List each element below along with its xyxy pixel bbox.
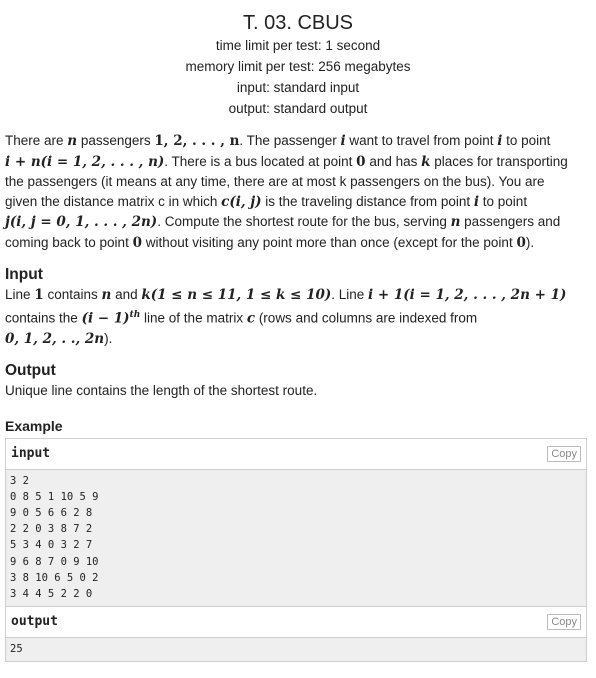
text: . There is a bus located at point [164,153,357,169]
text: coming back to point [5,234,133,250]
text: places for transporting [430,153,568,169]
output-header [6,606,586,638]
problem-statement [0,131,596,662]
input-label: input [11,445,51,461]
math: n [67,133,78,149]
math: i [473,193,480,210]
memory-limit: memory limit per test: 256 megabytes [185,59,411,74]
text: without visiting any point more than once (except for the point [141,234,517,250]
text: contains the [5,310,82,325]
text: passengers [77,133,155,148]
math: i + n(i = 1, 2, . . . , n) [5,153,165,170]
text: . Compute the shortest route for the bus, serving [157,214,451,229]
output-file: output: standard output [228,101,368,116]
text: to point [502,133,551,148]
math: n [101,287,112,303]
text: There are [5,133,68,148]
math: (i − 1) [81,310,130,326]
input-section-title: Input [5,266,43,283]
text: (rows and columns are indexed from [255,310,478,325]
copy-output-button[interactable]: Copy [547,614,581,630]
text: want to travel from point [345,133,498,148]
output-section-title: Output [5,362,56,379]
text: Line [5,287,35,302]
text: contains [43,287,102,302]
sample-output: 25 [6,638,586,661]
text: given the distance matrix c in which [5,193,222,209]
example-title: Example [5,417,63,434]
math: 0 [356,153,366,170]
text: line of the matrix [140,310,247,325]
text: . The passenger [239,133,341,148]
math: i [340,133,346,149]
math: c [246,310,256,326]
problem-header [0,11,596,119]
text: is the traveling distance from point [261,193,474,209]
input-specification [5,285,591,349]
text: the passengers (it means at any time, there are at most k passengers on the bus). You are [5,174,545,189]
legend [5,131,591,253]
math: c(i, j) [221,193,262,210]
math: k(1 ≤ n ≤ 11, 1 ≤ k ≤ 10) [141,287,332,303]
text: . Line [331,287,369,302]
math: 0 [132,234,142,251]
text: and has [365,153,422,169]
math: 1, 2, . . . , n [154,133,240,149]
text: ). [104,330,113,346]
output-specification: Unique line contains the length of the shortest route. [5,383,318,398]
output-label: output [11,614,58,630]
time-limit: time limit per test: 1 second [215,38,381,53]
example-box [5,438,587,663]
math: k [421,153,431,170]
math: i [497,133,503,149]
text: to point [479,193,528,209]
math: 0, 1, 2, . ., 2n [5,330,105,347]
text: passengers and [460,214,561,229]
math: th [129,309,141,320]
text: and [111,287,142,302]
math: n [450,214,461,230]
problem-title: T. 03. CBUS [242,12,354,34]
input-header [6,439,586,470]
input-file: input: standard input [236,80,360,95]
math: 0 [516,234,526,251]
math: 1 [34,287,44,303]
copy-input-button[interactable]: Copy [547,446,581,462]
sample-input: 3 2 0 8 5 1 10 5 9 9 0 5 6 6 2 8 2 2 0 3 8 7 2 5 3 4 0 3 2 7 9 6 8 7 0 9 10 3 8 10 6 5 0 2 3 4 4 5 2 2 0 [6,470,586,607]
math: j(i, j = 0, 1, . . . , 2n) [5,214,158,230]
math: i + 1(i = 1, 2, . . . , 2n + 1) [368,287,567,303]
text: ). [525,234,535,250]
